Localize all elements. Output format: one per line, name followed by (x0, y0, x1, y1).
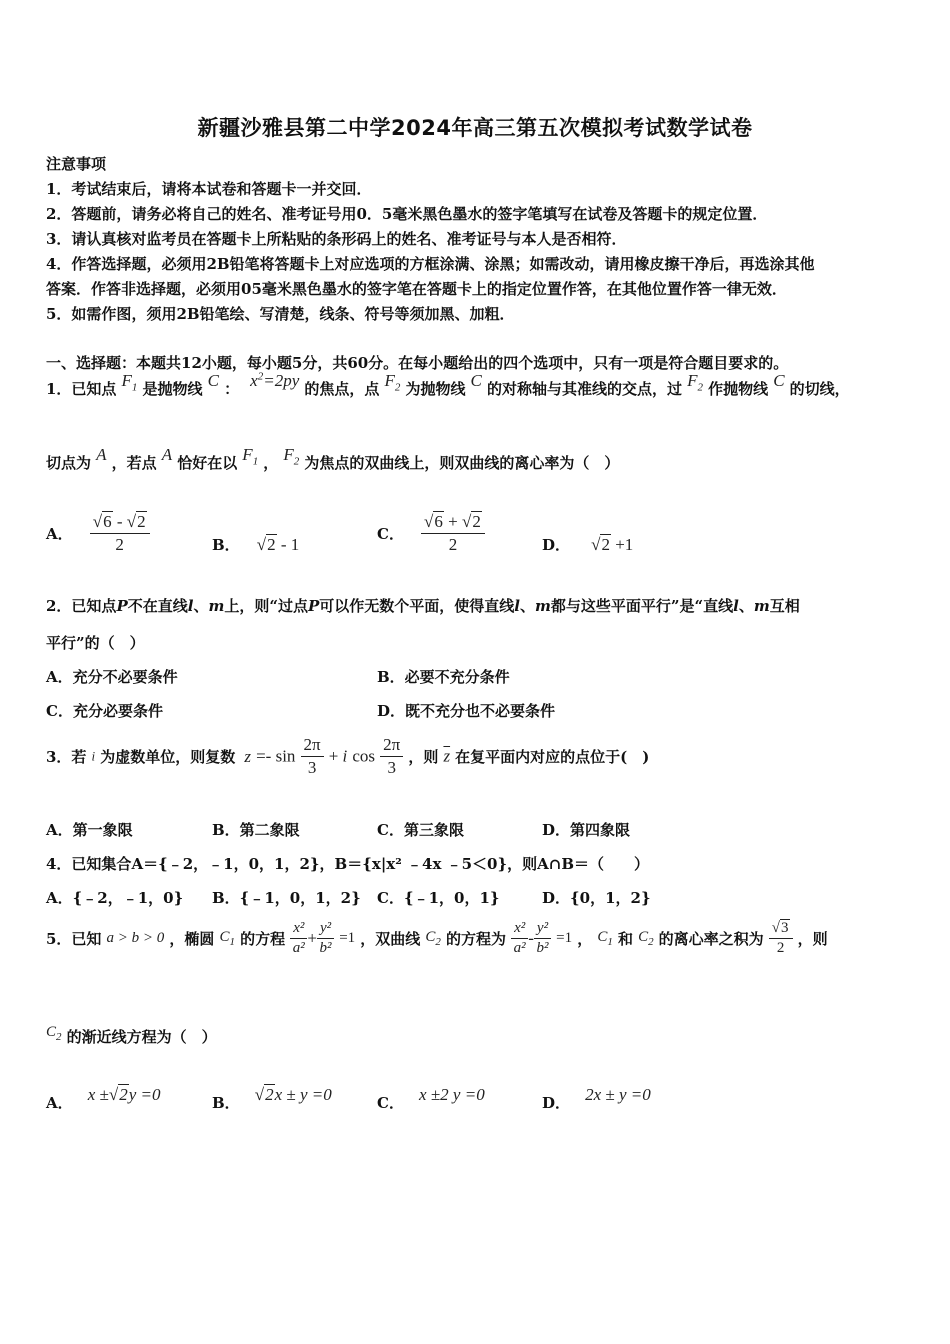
note-item: 5．如需作图，须用2B铅笔绘、写清楚，线条、符号等须加黑、加粗． (46, 305, 515, 323)
question-2-option-c: C．充分必要条件 (46, 702, 163, 720)
note-item: 3．请认真核对监考员在答题卡上所粘贴的条形码上的姓名、准考证号与本人是否相符． (46, 230, 627, 248)
question-5-option-a: A． x ±√2y =0 (46, 1085, 161, 1112)
question-5-stem: 5．已知 a > b > 0 ，椭圆 $C_1$ 的方程 $\frac{\text{x²}}{\text{a²}}$ + $\frac{\text{y²}}{\text{b²}}$ =1 ，双曲线 $C_2$ 的方程为 $\frac{\text{x²}}{\text{a²}}$ - $\frac{\text{y²}}{\text{b²}}$ =1 ， $C_1$ 和 $C_2$ 的离心率之积为 $\frac{√3}{2}$ ，则 (46, 920, 828, 956)
note-item: 4．作答选择题，必须用2B铅笔将答题卡上对应选项的方框涂满、涂黑；如需改动，请用橡皮擦干净后，再选涂其他 (46, 255, 815, 273)
question-4-stem: 4．已知集合A＝{﹣2，﹣1，0，1，2}，B＝{x|x² ﹣4x ﹣5＜0}，则A∩B＝（ ） (46, 855, 650, 873)
question-1-stem-cont: 切点为 A ，若点 A 恰好在以 $F_1$ ， $F_2$ 为焦点的双曲线上，则双曲线的离心率为（ ） (46, 445, 620, 472)
note-item: 2．答题前，请务必将自己的姓名、准考证号用0．5毫米黑色墨水的签字笔填写在试卷及答题卡的规定位置． (46, 205, 768, 223)
question-4-option-d: D．{0，1，2} (542, 889, 651, 907)
note-item: 答案．作答非选择题，必须用05毫米黑色墨水的签字笔在答题卡上的指定位置作答，在其他位置作答一律无效． (46, 280, 787, 298)
question-2-option-b: B．必要不充分条件 (377, 668, 510, 686)
question-4-option-b: B．{﹣1，0，1，2} (212, 889, 361, 907)
question-4-option-a: A．{﹣2，﹣1，0} (46, 889, 184, 907)
question-1-option-c: C． $\frac{√6 + √2}{2}$ (377, 512, 485, 555)
question-1-option-a: A． $\frac{√6 - √2}{2}$ (46, 512, 150, 555)
question-2-stem: 2．已知点P不在直线l、m上，则“过点P可以作无数个平面，使得直线l、m都与这些平面平行”是“直线l、m互相 (46, 597, 800, 615)
question-2-option-d: D．既不充分也不必要条件 (377, 702, 556, 720)
question-5-stem-cont: $C_2$ 的渐近线方程为（ ） (46, 1024, 217, 1046)
question-1-option-b: B． √2 - 1 (212, 535, 300, 554)
question-3-stem: 3．若 i 为虚数单位，则复数 z =- sin $\frac{2\pi}{3}$ + i cos $\frac{2\pi}{3}$ ，则 $\overline{z}$ 在复平面内对应的点位于( ) (46, 735, 650, 777)
question-5-option-c: C． x ±2 y =0 (377, 1085, 485, 1112)
question-5-option-b: B． √2x ± y =0 (212, 1085, 332, 1112)
notes-heading: 注意事项 (46, 155, 107, 173)
question-3-option-a: A．第一象限 (46, 821, 133, 839)
question-3-option-b: B．第二象限 (212, 821, 300, 839)
question-4-option-c: C．{﹣1，0，1} (377, 889, 500, 907)
section-heading: 一、选择题：本题共12小题，每小题5分，共60分。在每小题给出的四个选项中，只有一项是符合题目要求的。 (46, 354, 789, 372)
question-1-option-d: D． √2 +1 (542, 535, 634, 554)
question-3-option-c: C．第三象限 (377, 821, 464, 839)
question-2-option-a: A．充分不必要条件 (46, 668, 178, 686)
question-3-option-d: D．第四象限 (542, 821, 631, 839)
question-2-stem-cont: 平行”的（ ） (46, 634, 145, 652)
question-5-option-d: D． 2x ± y =0 (542, 1085, 651, 1112)
page-title: 新疆沙雅县第二中学2024年高三第五次模拟考试数学试卷 (197, 116, 753, 140)
note-item: 1．考试结束后，请将本试卷和答题卡一并交回． (46, 180, 372, 198)
question-1-stem: 1．已知点 $F_1$ 是抛物线 C ： $x^2=2py$ 的焦点，点 $F_2$ 为抛物线 C 的对称轴与其准线的交点，过 $F_2$ 作抛物线 C 的切线， (46, 370, 850, 398)
